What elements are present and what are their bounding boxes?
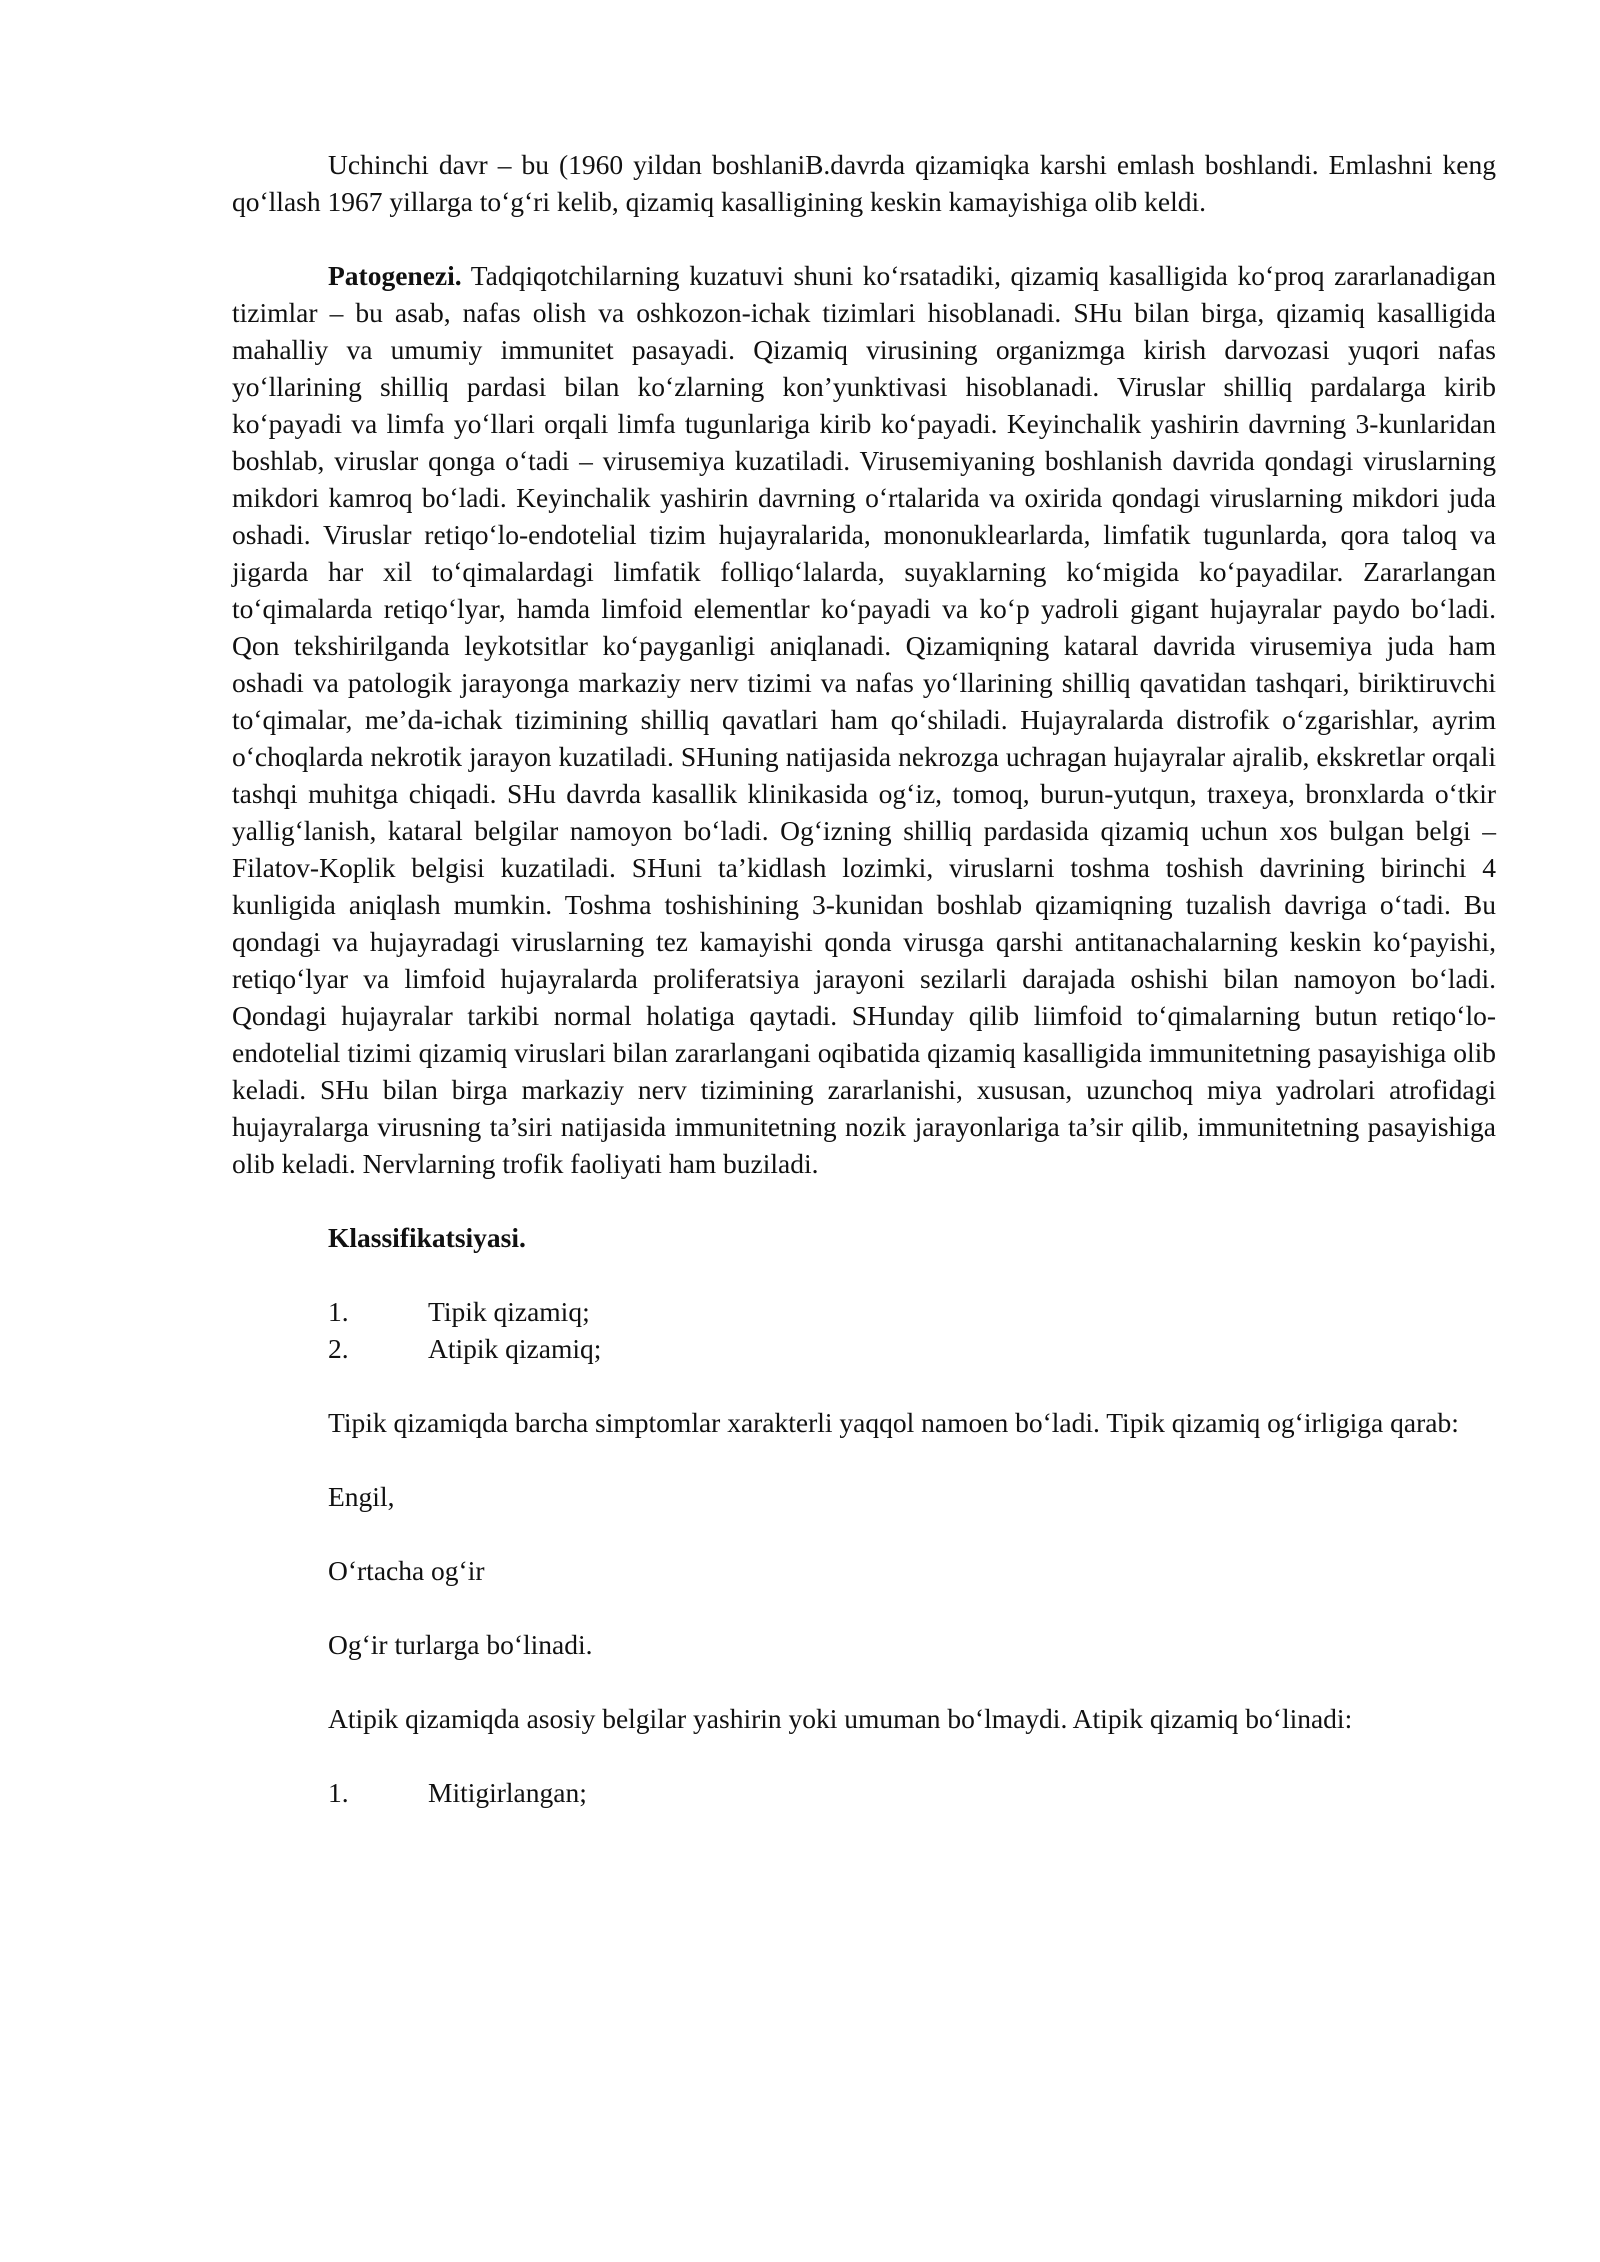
paragraph-history: Uchinchi davr – bu (1960 yildan boshlaniB.davrda qizamiqka karshi emlash boshlandi. Emlashni keng qo‘llash 1967 yillarga to‘g‘ri kelib, qizamiq kasalligining keskin kamayishiga olib keldi.	[232, 149, 1496, 217]
list-item	[232, 1774, 1496, 1811]
atypical-list	[232, 1774, 1496, 1811]
list-item	[232, 1330, 1496, 1367]
pathogenesis-body: Tadqiqotchilarning kuzatuvi shuni ko‘rsatadiki, qizamiq kasalligida ko‘proq zararlanadigan tizimlar – bu asab, nafas olish va oshkozon-ichak tizimlari hisoblanadi. SHu bilan birga, qizamiq kasalligida mahalliy va umumiy immunitet pasayadi. Qizamiq virusining organizmga kirish darvozasi yuqori nafas yo‘llarining shilliq pardasi bilan ko‘zlarning kon’yunktivasi hisoblanadi. Viruslar shilliq pardalarga kirib ko‘payadi va limfa yo‘llari orqali limfa tugunlariga kirib ko‘payadi. Keyinchalik yashirin davrning 3-kunlaridan boshlab, viruslar qonga o‘tadi – virusemiya kuzatiladi. Virusemiyaning boshlanish davrida qondagi viruslarning mikdori kamroq bo‘ladi. Keyinchalik yashirin davrning o‘rtalarida va oxirida qondagi viruslarning mikdori juda oshadi. Viruslar retiqo‘lo-endotelial tizim hujayralarida, mononuklearlarda, limfatik tugunlarda, qora taloq va jigarda har xil to‘qimalardagi limfatik folliqo‘lalarda, suyaklarning ko‘migida ko‘payadilar. Zararlangan to‘qimalarda retiqo‘lyar, hamda limfoid elementlar ko‘payadi va ko‘p yadroli gigant hujayralar paydo bo‘ladi. Qon tekshirilganda leykotsitlar ko‘payganligi aniqlanadi. Qizamiqning kataral davrida virusemiya juda ham oshadi va patologik jarayonga markaziy nerv tizimi va nafas yo‘llarining shilliq qavatidan tashqari, biriktiruvchi to‘qimalar, me’da-ichak tizimining shilliq qavatlari ham qo‘shiladi. Hujayralarda distrofik o‘zgarishlar, ayrim o‘choqlarda nekrotik jarayon kuzatiladi. SHuning natijasida nekrozga uchragan hujayralar ajralib, ekskretlar orqali tashqi muhitga chiqadi. SHu davrda kasallik klinikasida og‘iz, tomoq, burun-yutqun, traxeya, bronxlarda o‘tkir yallig‘lanish, kataral belgilar namoyon bo‘ladi. Og‘izning shilliq pardasida qizamiq uchun xos bulgan belgi – Filatov-Koplik belgisi kuzatiladi. SHuni ta’kidlash lozimki, viruslarni toshma toshish davrining birinchi 4 kunligida aniqlash mumkin. Toshma toshishining 3-kunidan boshlab qizamiqning tuzalish davriga o‘tadi. Bu qondagi va hujayradagi viruslarning tez kamayishi qonda virusga qarshi antitanachalarning keskin ko‘payishi, retiqo‘lyar va limfoid hujayralarda proliferatsiya jarayoni sezilarli darajada oshishi bilan namoyon bo‘ladi. Qondagi hujayralar tarkibi normal holatiga qaytadi. SHunday qilib liimfoid to‘qimalarning butun retiqo‘lo-endotelial tizimi qizamiq viruslari bilan zararlangani oqibatida qizamiq kasalligida immunitetning pasayishiga olib keladi. SHu bilan birga markaziy nerv tizimining zararlanishi, xususan, uzunchoq miya yadrolari atrofidagi hujayralarga virusning ta’siri natijasida immunitetning nozik jarayonlariga ta’sir qilib, immunitetning pasayishiga olib keladi. Nervlarning trofik faoliyati ham buziladi.	[232, 260, 1496, 1179]
severity-severe: Og‘ir turlarga bo‘linadi.	[328, 1629, 593, 1660]
list-text: Atipik qizamiq;	[428, 1333, 602, 1364]
paragraph-atypical: Atipik qizamiqda asosiy belgilar yashirin yoki umuman bo‘lmaydi. Atipik qizamiq bo‘linadi:	[328, 1703, 1353, 1734]
severity-mild: Engil,	[328, 1481, 395, 1512]
list-text: Tipik qizamiq;	[428, 1296, 590, 1327]
paragraph-typical: Tipik qizamiqda barcha simptomlar xarakterli yaqqol namoen bo‘ladi. Tipik qizamiq og‘irligiga qarab:	[328, 1407, 1459, 1438]
list-number: 1.	[328, 1296, 349, 1327]
pathogenesis-heading: Patogenezi.	[328, 260, 462, 291]
list-number: 2.	[328, 1333, 349, 1364]
list-item	[232, 1293, 1496, 1330]
list-number: 1.	[328, 1777, 349, 1808]
paragraph-pathogenesis	[232, 257, 1496, 1182]
list-text: Mitigirlangan;	[428, 1777, 587, 1808]
classification-list	[232, 1293, 1496, 1367]
classification-heading: Klassifikatsiyasi.	[328, 1222, 526, 1253]
document-page	[232, 146, 1496, 1848]
severity-moderate: O‘rtacha og‘ir	[328, 1555, 485, 1586]
